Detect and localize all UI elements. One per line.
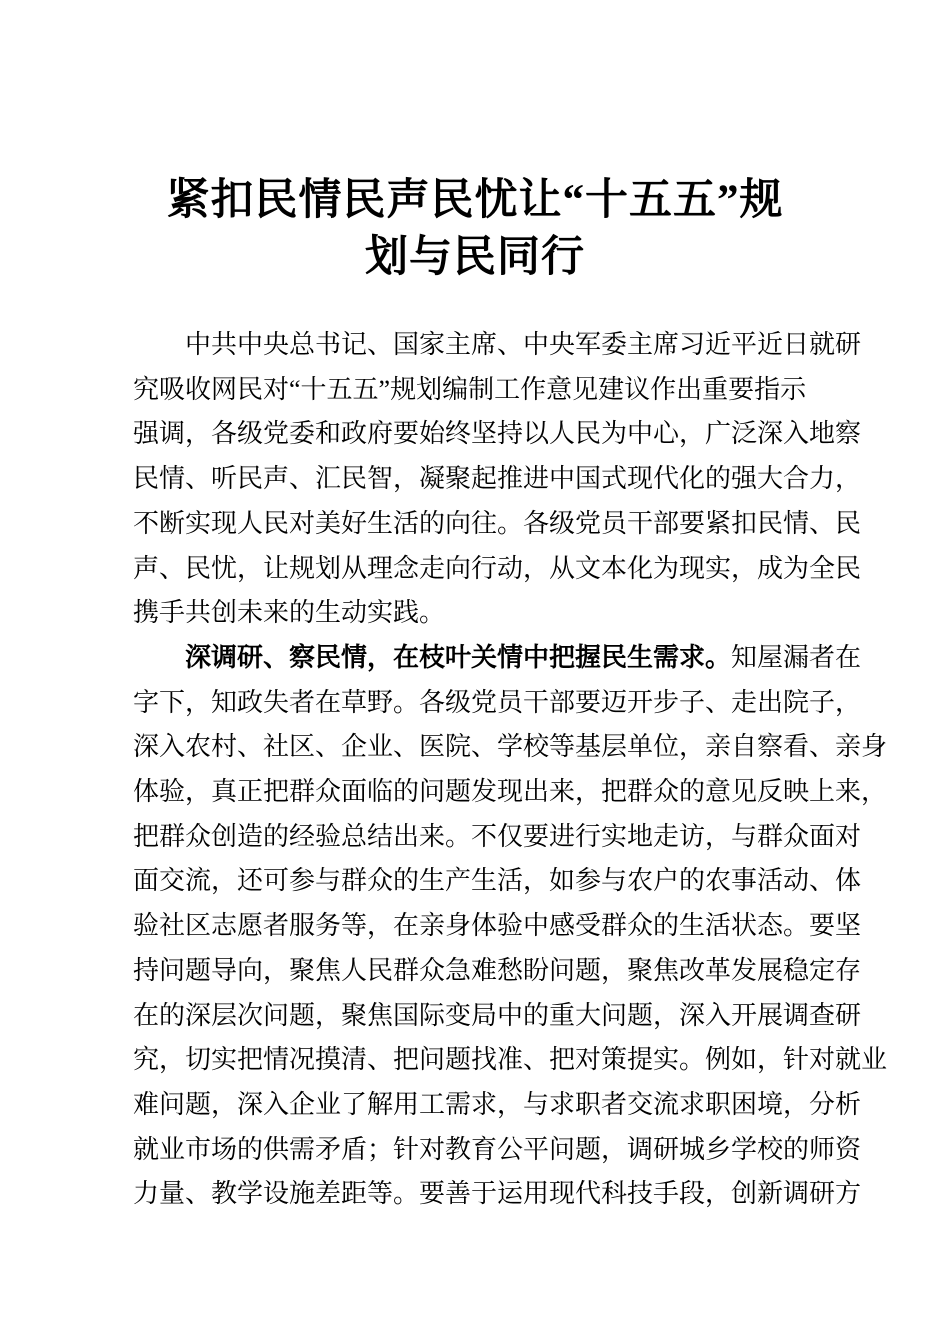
body-line: 力量、教学设施差距等。要善于运用现代科技手段，创新调研方 (133, 1179, 862, 1209)
body-line: 究吸收网民对“十五五”规划编制工作意见建议作出重要指示 (133, 374, 807, 404)
title-line-2: 划与民同行 (365, 234, 585, 281)
body-line: 体验，真正把群众面临的问题发现出来，把群众的意见反映上来， (133, 777, 888, 807)
body-line: 深入农村、社区、企业、医院、学校等基层单位，亲自察看、亲身 (133, 732, 888, 762)
body-line: 在的深层次问题，聚焦国际变局中的重大问题，深入开展调查研 (133, 1000, 862, 1030)
body-line: 究，切实把情况摸清、把问题找准、把对策提实。例如，针对就业 (133, 1045, 888, 1075)
body-line: 强调，各级党委和政府要始终坚持以人民为中心，广泛深入地察 (133, 419, 862, 449)
body-line: 持问题导向，聚焦人民群众急难愁盼问题，聚焦改革发展稳定存 (133, 955, 862, 985)
paragraph-2-bold-lead: 深调研、察民情，在枝叶关情中把握民生需求。 (185, 642, 732, 672)
document-title (0, 0, 950, 286)
document-body (133, 323, 888, 1217)
body-line: 难问题，深入企业了解用工需求，与求职者交流求职困境，分析 (133, 1089, 862, 1119)
body-line: 声、民忧，让规划从理念走向行动，从文本化为现实，成为全民 (133, 553, 862, 583)
paragraph-1 (133, 323, 862, 636)
body-line: 民情、听民声、汇民智，凝聚起推进中国式现代化的强大合力， (133, 464, 862, 494)
body-line: 就业市场的供需矛盾；针对教育公平问题，调研城乡学校的师资 (133, 1134, 862, 1164)
paragraph-2-lead-rest: 知屋漏者在 (731, 642, 862, 672)
body-line: 把群众创造的经验总结出来。不仅要进行实地走访，与群众面对 (133, 821, 862, 851)
body-line (133, 636, 862, 681)
body-line: 字下，知政失者在草野。各级党员干部要迈开步子、走出院子， (133, 687, 862, 717)
body-line: 验社区志愿者服务等，在亲身体验中感受群众的生活状态。要坚 (133, 911, 862, 941)
body-line: 携手共创未来的生动实践。 (133, 598, 446, 628)
body-line: 面交流，还可参与群众的生产生活，如参与农户的农事活动、体 (133, 866, 862, 896)
body-line: 不断实现人民对美好生活的向往。各级党员干部要紧扣民情、民 (133, 508, 862, 538)
paragraph-2 (133, 636, 888, 1217)
title-line-1: 紧扣民情民声民忧让“十五五”规 (166, 177, 784, 224)
body-line: 中共中央总书记、国家主席、中央军委主席习近平近日就研 (185, 330, 862, 359)
